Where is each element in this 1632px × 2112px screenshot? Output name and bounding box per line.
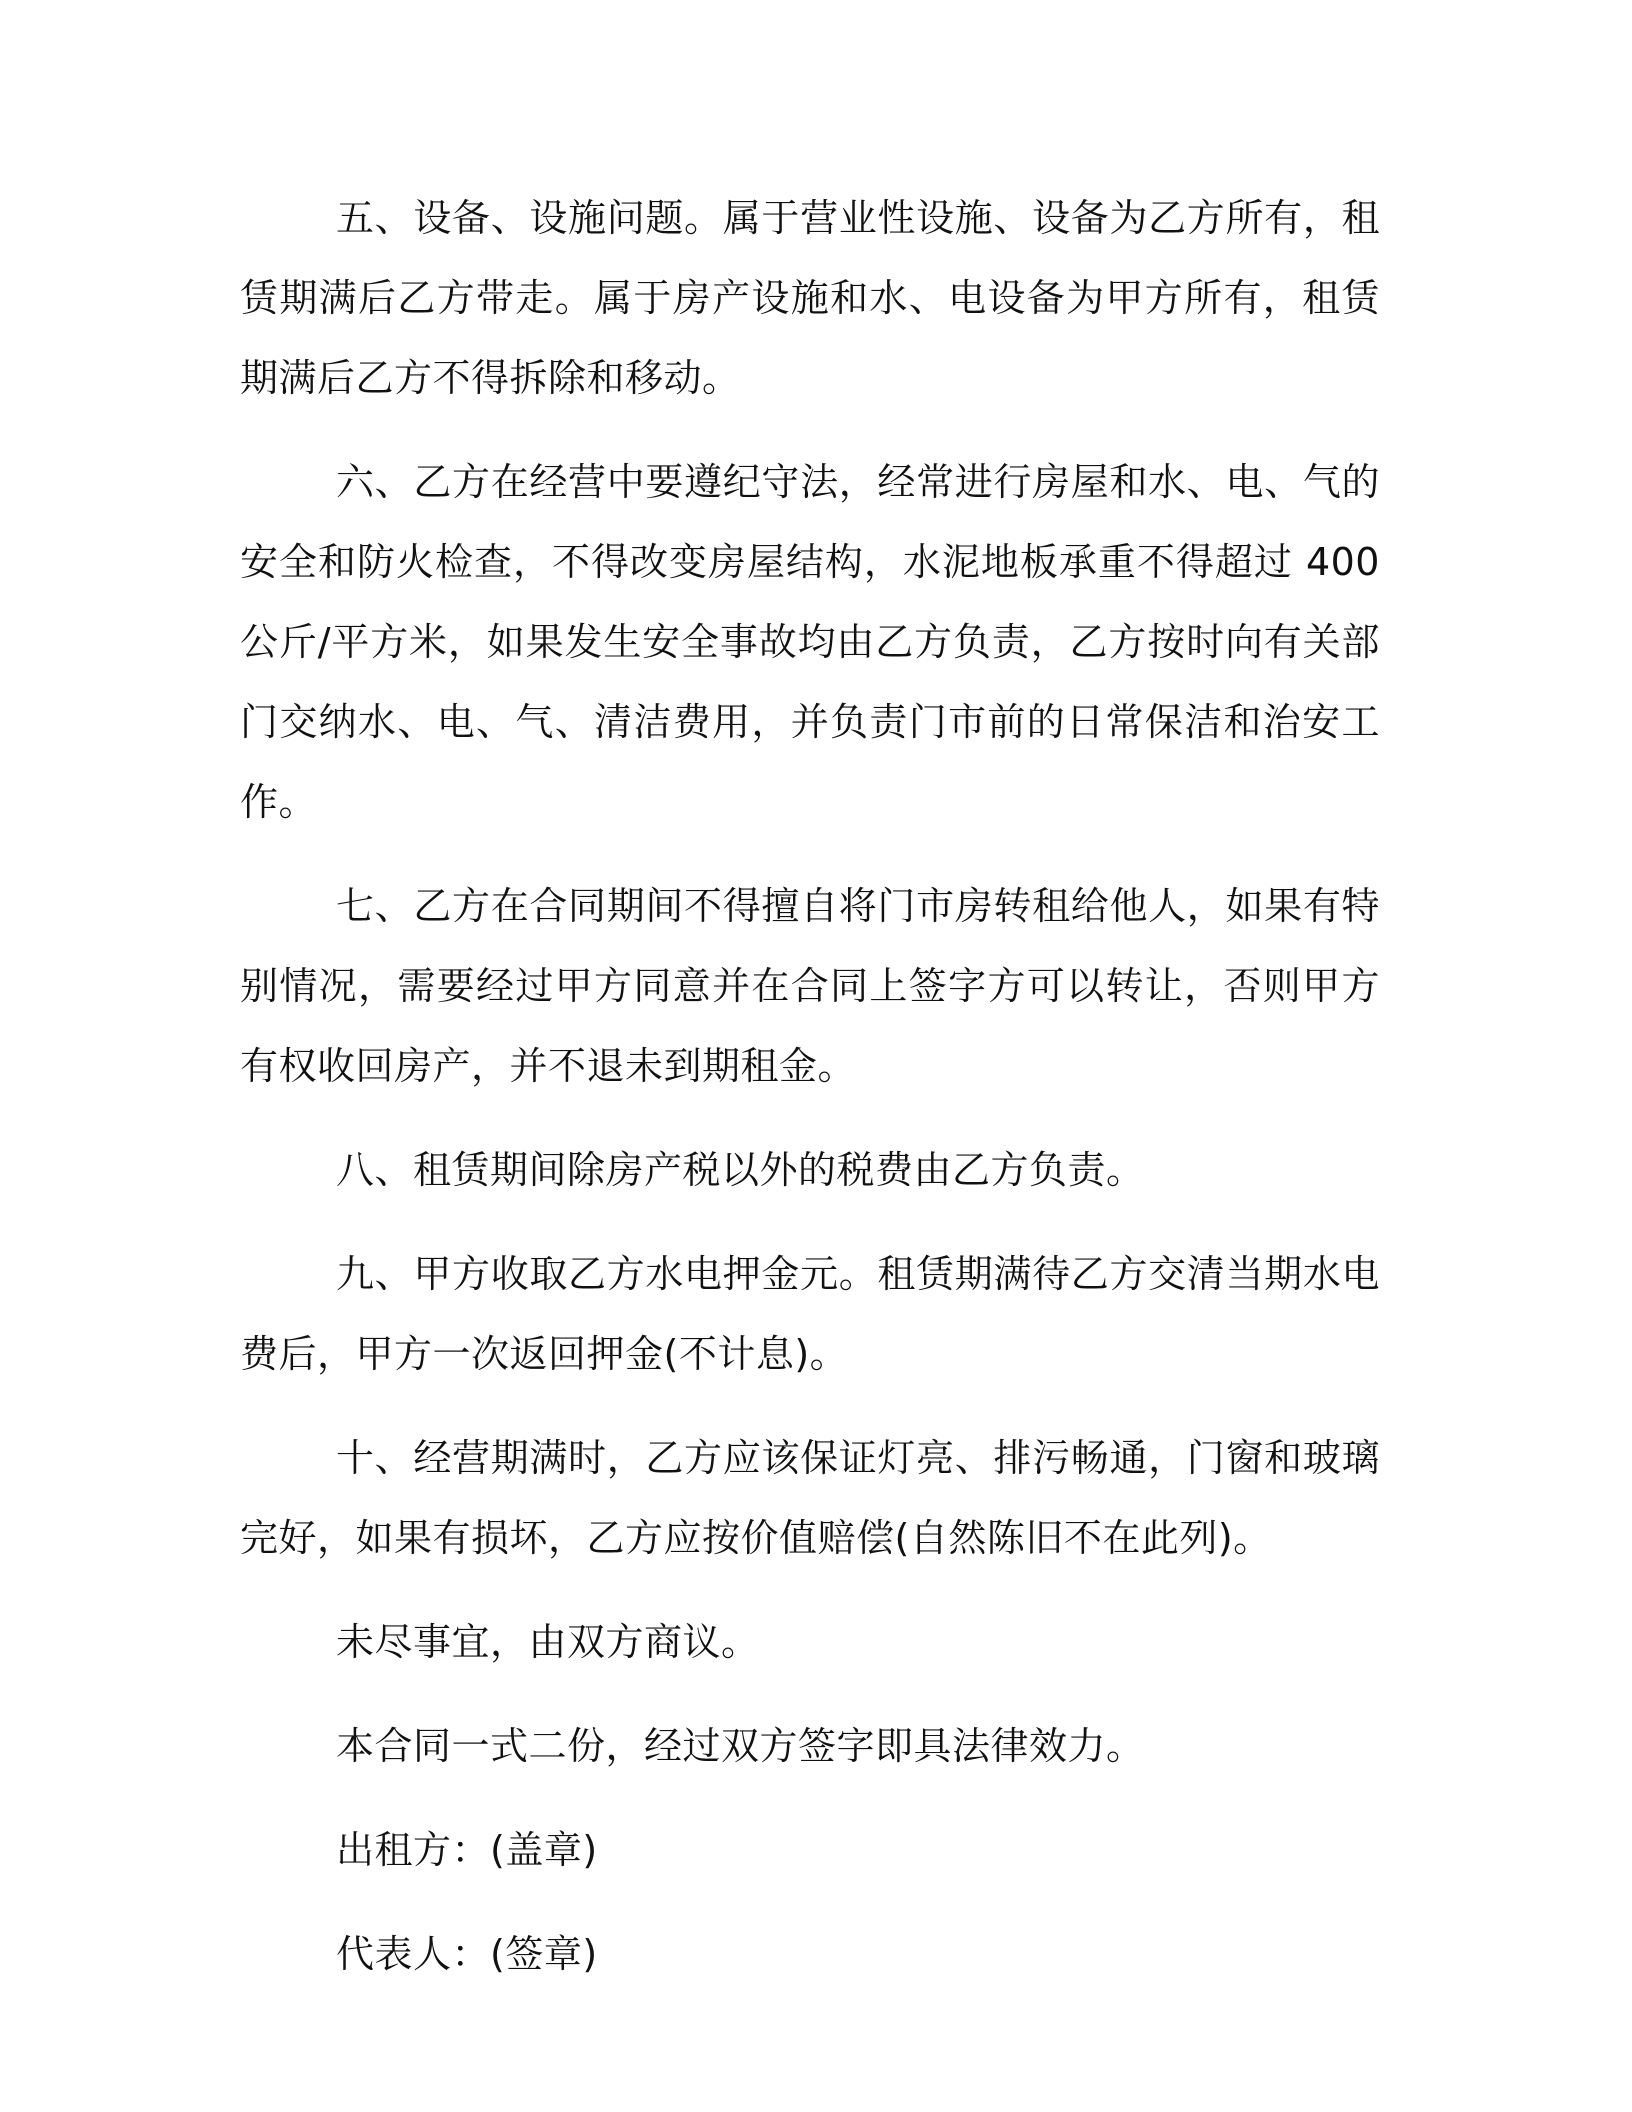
- clause-5-equipment: 五、设备、设施问题。属于营业性设施、设备为乙方所有，租赁期满后乙方带走。属于房产设施和水、电设备为甲方所有，租赁期满后乙方不得拆除和移动。: [240, 196, 1380, 400]
- representative-signature-line: 代表人：(签章): [336, 1932, 598, 1976]
- clause-6-safety: 六、乙方在经营中要遵纪守法，经常进行房屋和水、电、气的安全和防火检查，不得改变房屋结构，水泥地板承重不得超过 400 公斤/平方米，如果发生安全事故均由乙方负责，乙方按时向有关部门交纳水、电、气、清洁费用，并负责门市前的日常保洁和治安工作。: [240, 460, 1380, 824]
- clause-7-sublease: 七、乙方在合同期间不得擅自将门市房转租给他人，如果有特别情况，需要经过甲方同意并在合同上签字方可以转让，否则甲方有权收回房产，并不退未到期租金。: [240, 884, 1380, 1088]
- clause-10-expiry: 十、经营期满时，乙方应该保证灯亮、排污畅通，门窗和玻璃完好，如果有损坏，乙方应按价值赔偿(自然陈旧不在此列)。: [240, 1436, 1380, 1560]
- clause-9-deposit: 九、甲方收取乙方水电押金元。租赁期满待乙方交清当期水电费后，甲方一次返回押金(不计息)。: [240, 1252, 1380, 1376]
- document-body: [240, 178, 1380, 1994]
- copies-clause: 本合同一式二份，经过双方签字即具法律效力。: [336, 1724, 1145, 1768]
- unresolved-matters: 未尽事宜，由双方商议。: [336, 1620, 760, 1664]
- clause-8-taxes: 八、租赁期间除房产税以外的税费由乙方负责。: [336, 1148, 1145, 1192]
- lessor-seal-line: 出租方：(盖章): [336, 1828, 598, 1872]
